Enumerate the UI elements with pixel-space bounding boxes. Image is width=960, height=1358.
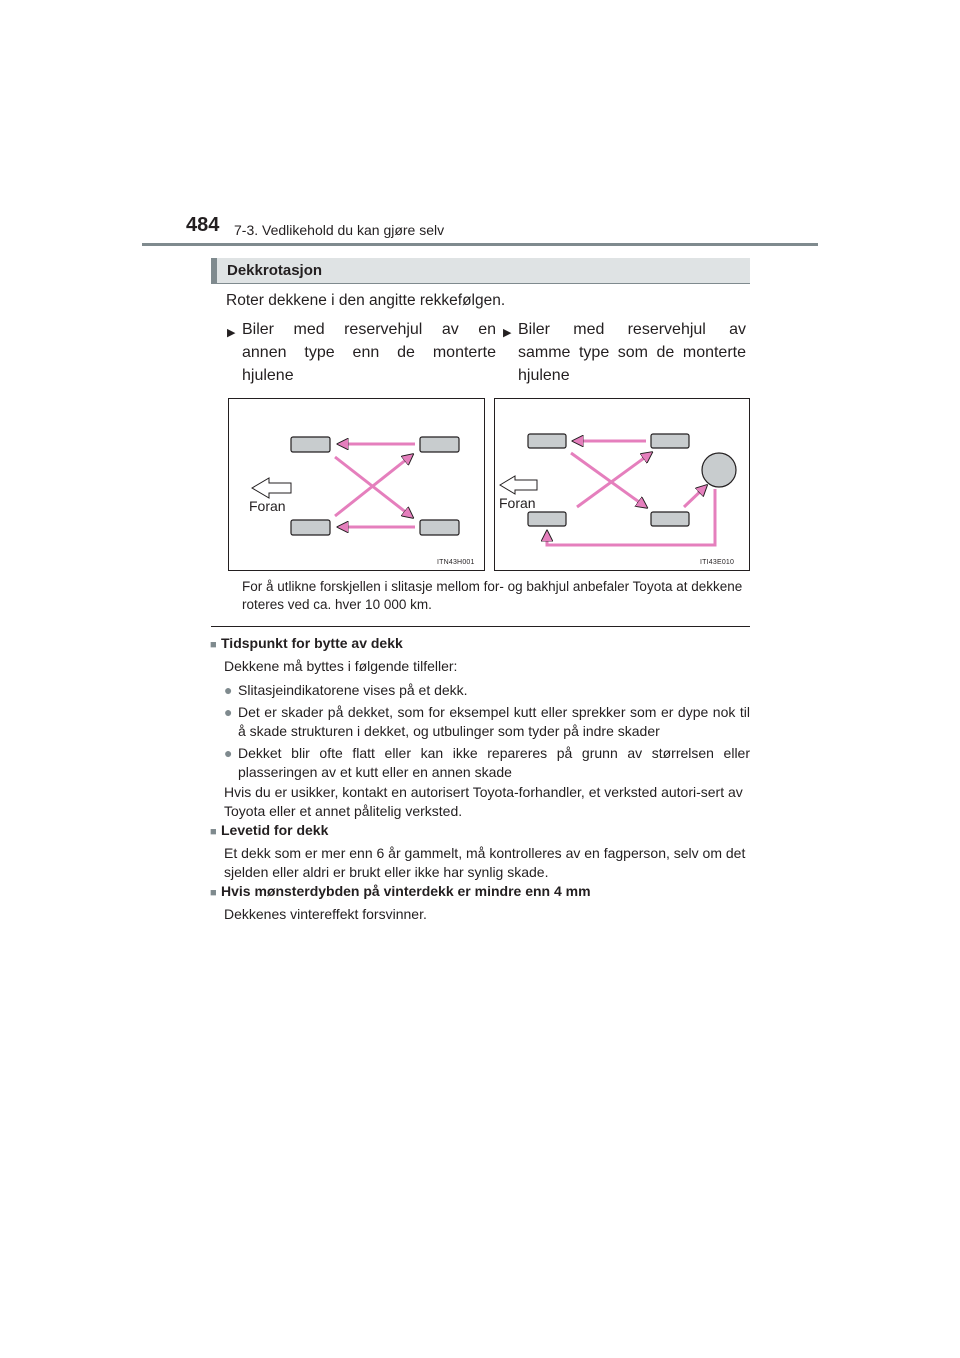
round-bullet-icon: ● [224,745,233,761]
section-tidspunkt [210,634,750,821]
front-direction-arrow-icon [500,476,537,494]
section-text: Et dekk som er mer enn 6 år gammelt, må kontrolleres av en fagperson, selv om det sjelden eller aldri er brukt eller ikke har synlig skade. [224,845,746,880]
illustration-code: ITI43E010 [700,559,735,566]
subheading-bar [211,258,750,284]
tire-rear-right [420,520,459,535]
section-heading-text: Tidspunkt for bytte av dekk [221,635,403,651]
case-right-line-1: Biler med reservehjul av [518,321,746,338]
case-left [227,318,496,387]
case-right-line-3: hjulene [518,367,570,384]
spare-tire [702,453,736,487]
page-number: 484 [186,214,220,236]
intro-text: Roter dekkene i den angitte rekkefølgen. [226,292,506,309]
front-label: Foran [249,498,286,514]
section-heading-text: Levetid for dekk [221,822,329,838]
list-item-text: Slitasjeindikatorene vises på et dekk. [238,682,468,698]
section-heading-text: Hvis mønsterdybden på vinterdekk er mindre enn 4 mm [221,883,591,899]
square-bullet-icon: ■ [210,887,217,899]
rotation-diagram-spare-svg [495,399,749,570]
tire-rear-left [651,434,689,448]
list-item [210,744,750,782]
tire-front-left [291,437,330,452]
case-left-line-2: annen type enn de monterte [242,344,496,361]
section-heading [210,821,750,842]
list-item-text: Dekket blir ofte flatt eller kan ikke repareres på grunn av størrelsen eller plasseringen av et kutt eller en annen skade [238,745,750,780]
section-vinter [210,882,750,924]
tire-front-left [528,434,566,448]
case-right-line-2: samme type som de monterte [518,344,746,361]
section-lead: Dekkene må byttes i følgende tilfeller: [224,658,458,674]
square-bullet-icon: ■ [210,826,217,838]
rotation-diagram-four-tires [228,398,485,571]
case-right [503,318,746,387]
list-item-text: Det er skader på dekket, som for eksempel kutt eller sprekker som er dype nok til å skade strukturen i dekket, og utbulinger som tyder på indre skader [238,704,750,739]
square-bullet-icon: ■ [210,639,217,651]
rotation-diagram-with-spare [494,398,750,571]
tire-rear-left [420,437,459,452]
front-label: Foran [499,495,536,511]
triangle-bullet-icon: ▶ [227,327,236,339]
header-rule [142,243,818,246]
list-item [210,703,750,741]
illustration-code: ITN43H001 [437,559,475,566]
triangle-bullet-icon: ▶ [503,327,512,339]
section-title: 7-3. Vedlikehold du kan gjøre selv [234,222,445,238]
rotation-arrows [547,441,715,545]
tire-rear-right [651,512,689,526]
front-direction-arrow-icon [252,478,291,498]
case-left-line-3: hjulene [242,367,294,384]
section-text: Dekkenes vintereffekt forsvinner. [224,906,427,922]
section-levetid [210,821,750,882]
round-bullet-icon: ● [224,682,233,698]
rotation-caption: For å utlikne forskjellen i slitasje mellom for- og bakhjul anbefaler Toyota at dekkene roteres ved ca. hver 10 000 km. [242,579,743,612]
case-left-line-1: Biler med reservehjul av en [242,321,496,338]
list-item [210,681,750,700]
section-heading [210,634,750,655]
section-note: Hvis du er usikker, kontakt en autorisert Toyota-forhandler, et verksted autori-sert av Toyota eller et annet pålitelig verksted. [224,784,743,819]
rotation-arrows [335,444,415,527]
section-rule [211,626,750,627]
tire-front-right [291,520,330,535]
rotation-diagram-svg [229,399,484,570]
section-heading [210,882,750,903]
subheading-title: Dekkrotasjon [227,262,323,279]
tire-front-right [528,512,566,526]
round-bullet-icon: ● [224,704,233,720]
